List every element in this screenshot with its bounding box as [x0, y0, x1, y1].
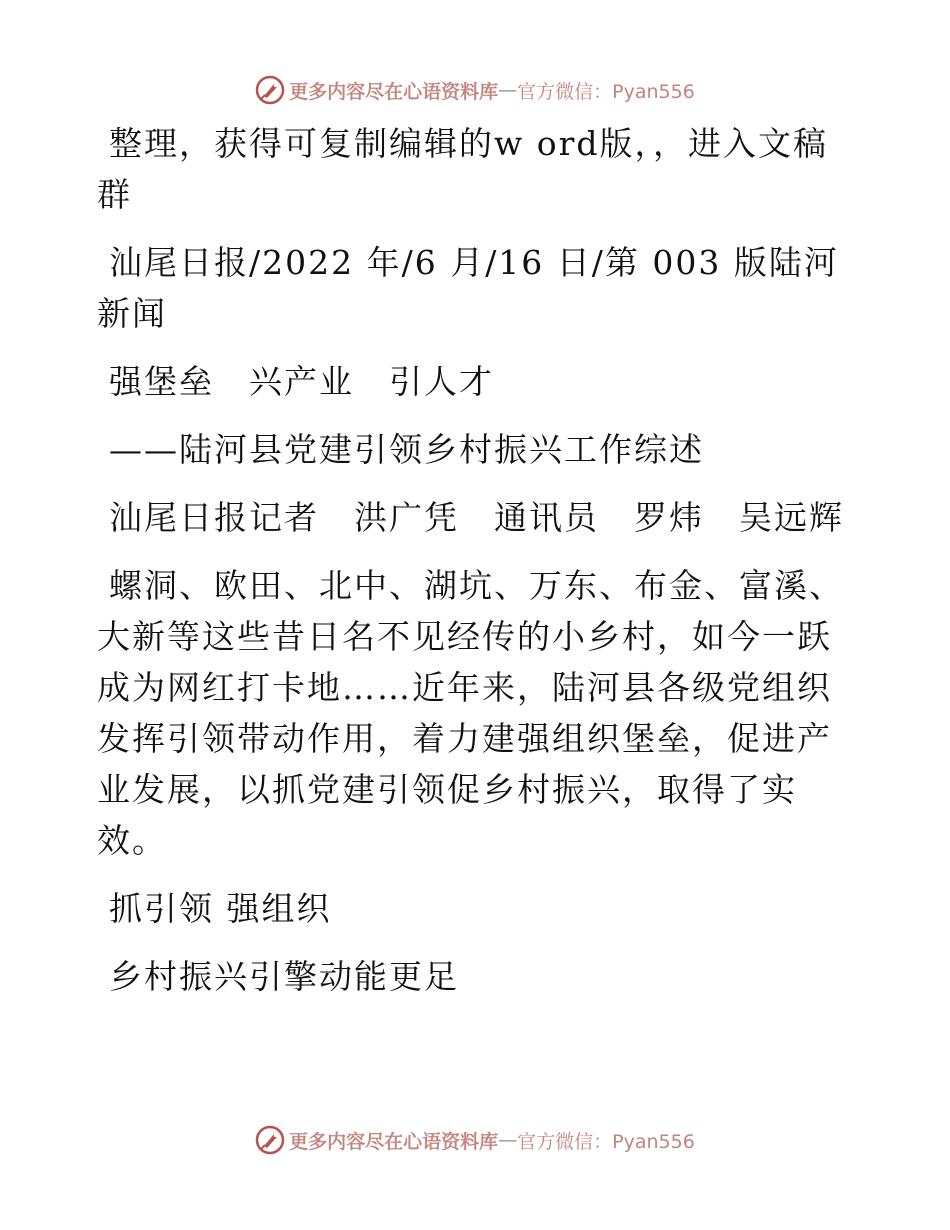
- article-title: 强堡垒 兴产业 引人才: [109, 362, 494, 401]
- article-lead-paragraph: 螺洞、欧田、北中、湖坑、万东、布金、富溪、大新等这些昔日名不见经传的小乡村，如今一跃成为网红打卡地……近年来，陆河县各级党组织发挥引领带动作用，着力建强组织堡垒，促进产业发展，以抓党建引领促乡村振兴，取得了实效。: [97, 566, 844, 860]
- paragraph-intro: 整理，获得可复制编辑的w ord版，，进入文稿群: [97, 124, 829, 214]
- document-body: [97, 118, 857, 1019]
- paragraph-source: 汕尾日报/2022 年/6 月/16 日/第 003 版陆河新闻: [97, 243, 839, 333]
- watermark-separator: —: [498, 1129, 518, 1151]
- pen-nib-logo-icon: [255, 1125, 285, 1155]
- watermark-contact: 官方微信：Pyan556: [517, 1130, 695, 1153]
- watermark-contact: 官方微信：Pyan556: [517, 80, 695, 103]
- pen-nib-logo-icon: [255, 75, 285, 105]
- watermark-label: 更多内容尽在心语资料库: [289, 1130, 499, 1153]
- header-watermark: [0, 73, 950, 107]
- footer-watermark: [0, 1123, 950, 1157]
- watermark-label: 更多内容尽在心语资料库: [289, 80, 499, 103]
- article-byline: 汕尾日报记者 洪广凭 通讯员 罗炜 吴远辉: [109, 498, 844, 537]
- article-subtitle: ——陆河县党建引领乡村振兴工作综述: [109, 430, 704, 469]
- section-heading: 抓引领 强组织: [109, 889, 332, 928]
- watermark-separator: —: [498, 79, 518, 101]
- section-subheading: 乡村振兴引擎动能更足: [109, 957, 459, 996]
